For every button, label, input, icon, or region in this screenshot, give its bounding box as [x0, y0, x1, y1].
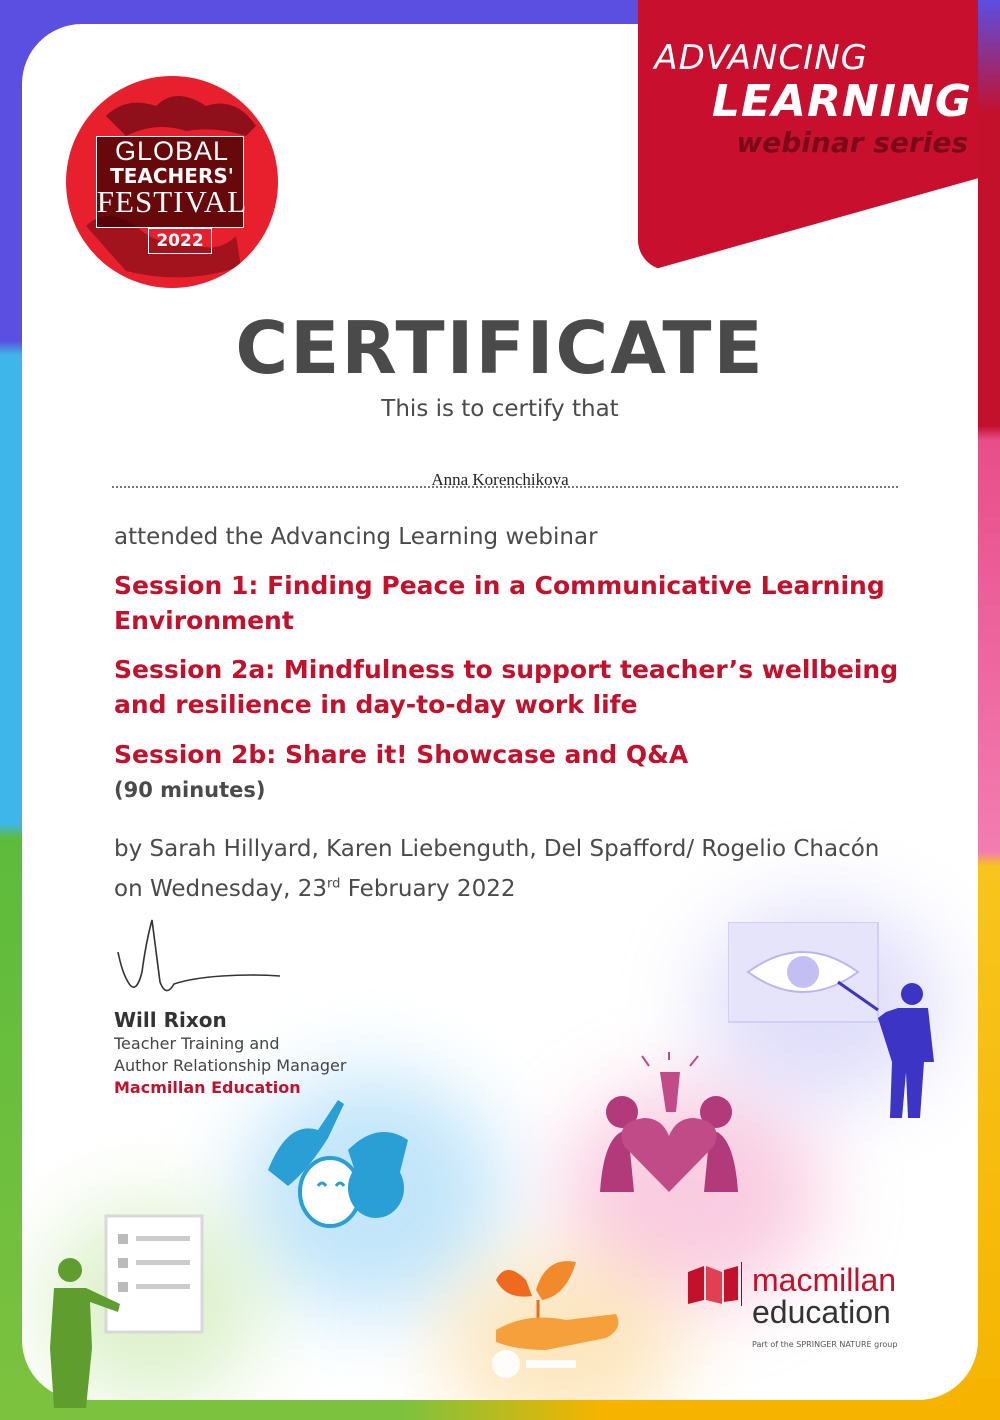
certificate-title: CERTIFICATE: [235, 306, 765, 390]
macmillan-logo-icon: [686, 1262, 742, 1306]
presenters: by Sarah Hillyard, Karen Liebenguth, Del Spafford/ Rogelio Chacón: [114, 836, 880, 862]
teacher-presenting-icon: [728, 922, 948, 1122]
session-1: Session 1: Finding Peace in a Communicative Learning Environment: [114, 571, 885, 635]
publisher-tagline: Part of the SPRINGER NATURE group: [752, 1340, 898, 1349]
session-2a: Session 2a: Mindfulness to support teacher’s wellbeing and resilience in day-to-day work life: [114, 655, 899, 719]
teacher-checklist-icon: [40, 1208, 210, 1408]
date-rest: February 2022: [340, 876, 516, 902]
date-prefix: on Wednesday, 23: [114, 876, 328, 902]
global-teachers-festival-logo: [66, 76, 278, 288]
teamwork-handshake-icon: [594, 1052, 744, 1192]
signer-organization: Macmillan Education: [114, 1078, 301, 1097]
banner-line-3: webinar series: [736, 126, 968, 159]
plant-in-hand-icon: [486, 1250, 626, 1410]
signer-name: Will Rixon: [114, 1008, 227, 1032]
logo-text-teachers: TEACHERS': [110, 164, 234, 188]
session-2b: Session 2b: Share it! Showcase and Q&A: [114, 740, 689, 769]
logo-text-global: GLOBAL: [114, 136, 230, 166]
signer-role-line-1: Teacher Training and: [114, 1034, 280, 1053]
banner-line-1: ADVANCING: [654, 38, 868, 78]
signature-icon: [112, 912, 292, 1002]
duration: (90 minutes): [114, 778, 266, 802]
certify-text: This is to certify that: [381, 396, 619, 422]
publisher-line-1: macmillan: [752, 1262, 897, 1298]
date-ordinal: rd: [327, 876, 341, 892]
attended-text: attended the Advancing Learning webinar: [114, 524, 598, 550]
signer-role-line-2: Author Relationship Manager: [114, 1056, 347, 1075]
session-date: [114, 876, 515, 902]
recipient-name: Anna Korenchikova: [431, 470, 569, 489]
theatre-masks-icon: [248, 1090, 428, 1230]
logo-year: 2022: [148, 228, 212, 254]
banner-line-2: LEARNING: [711, 76, 972, 127]
publisher-line-2: education: [752, 1294, 891, 1330]
logo-text-festival: FESTIVAL: [96, 184, 248, 219]
